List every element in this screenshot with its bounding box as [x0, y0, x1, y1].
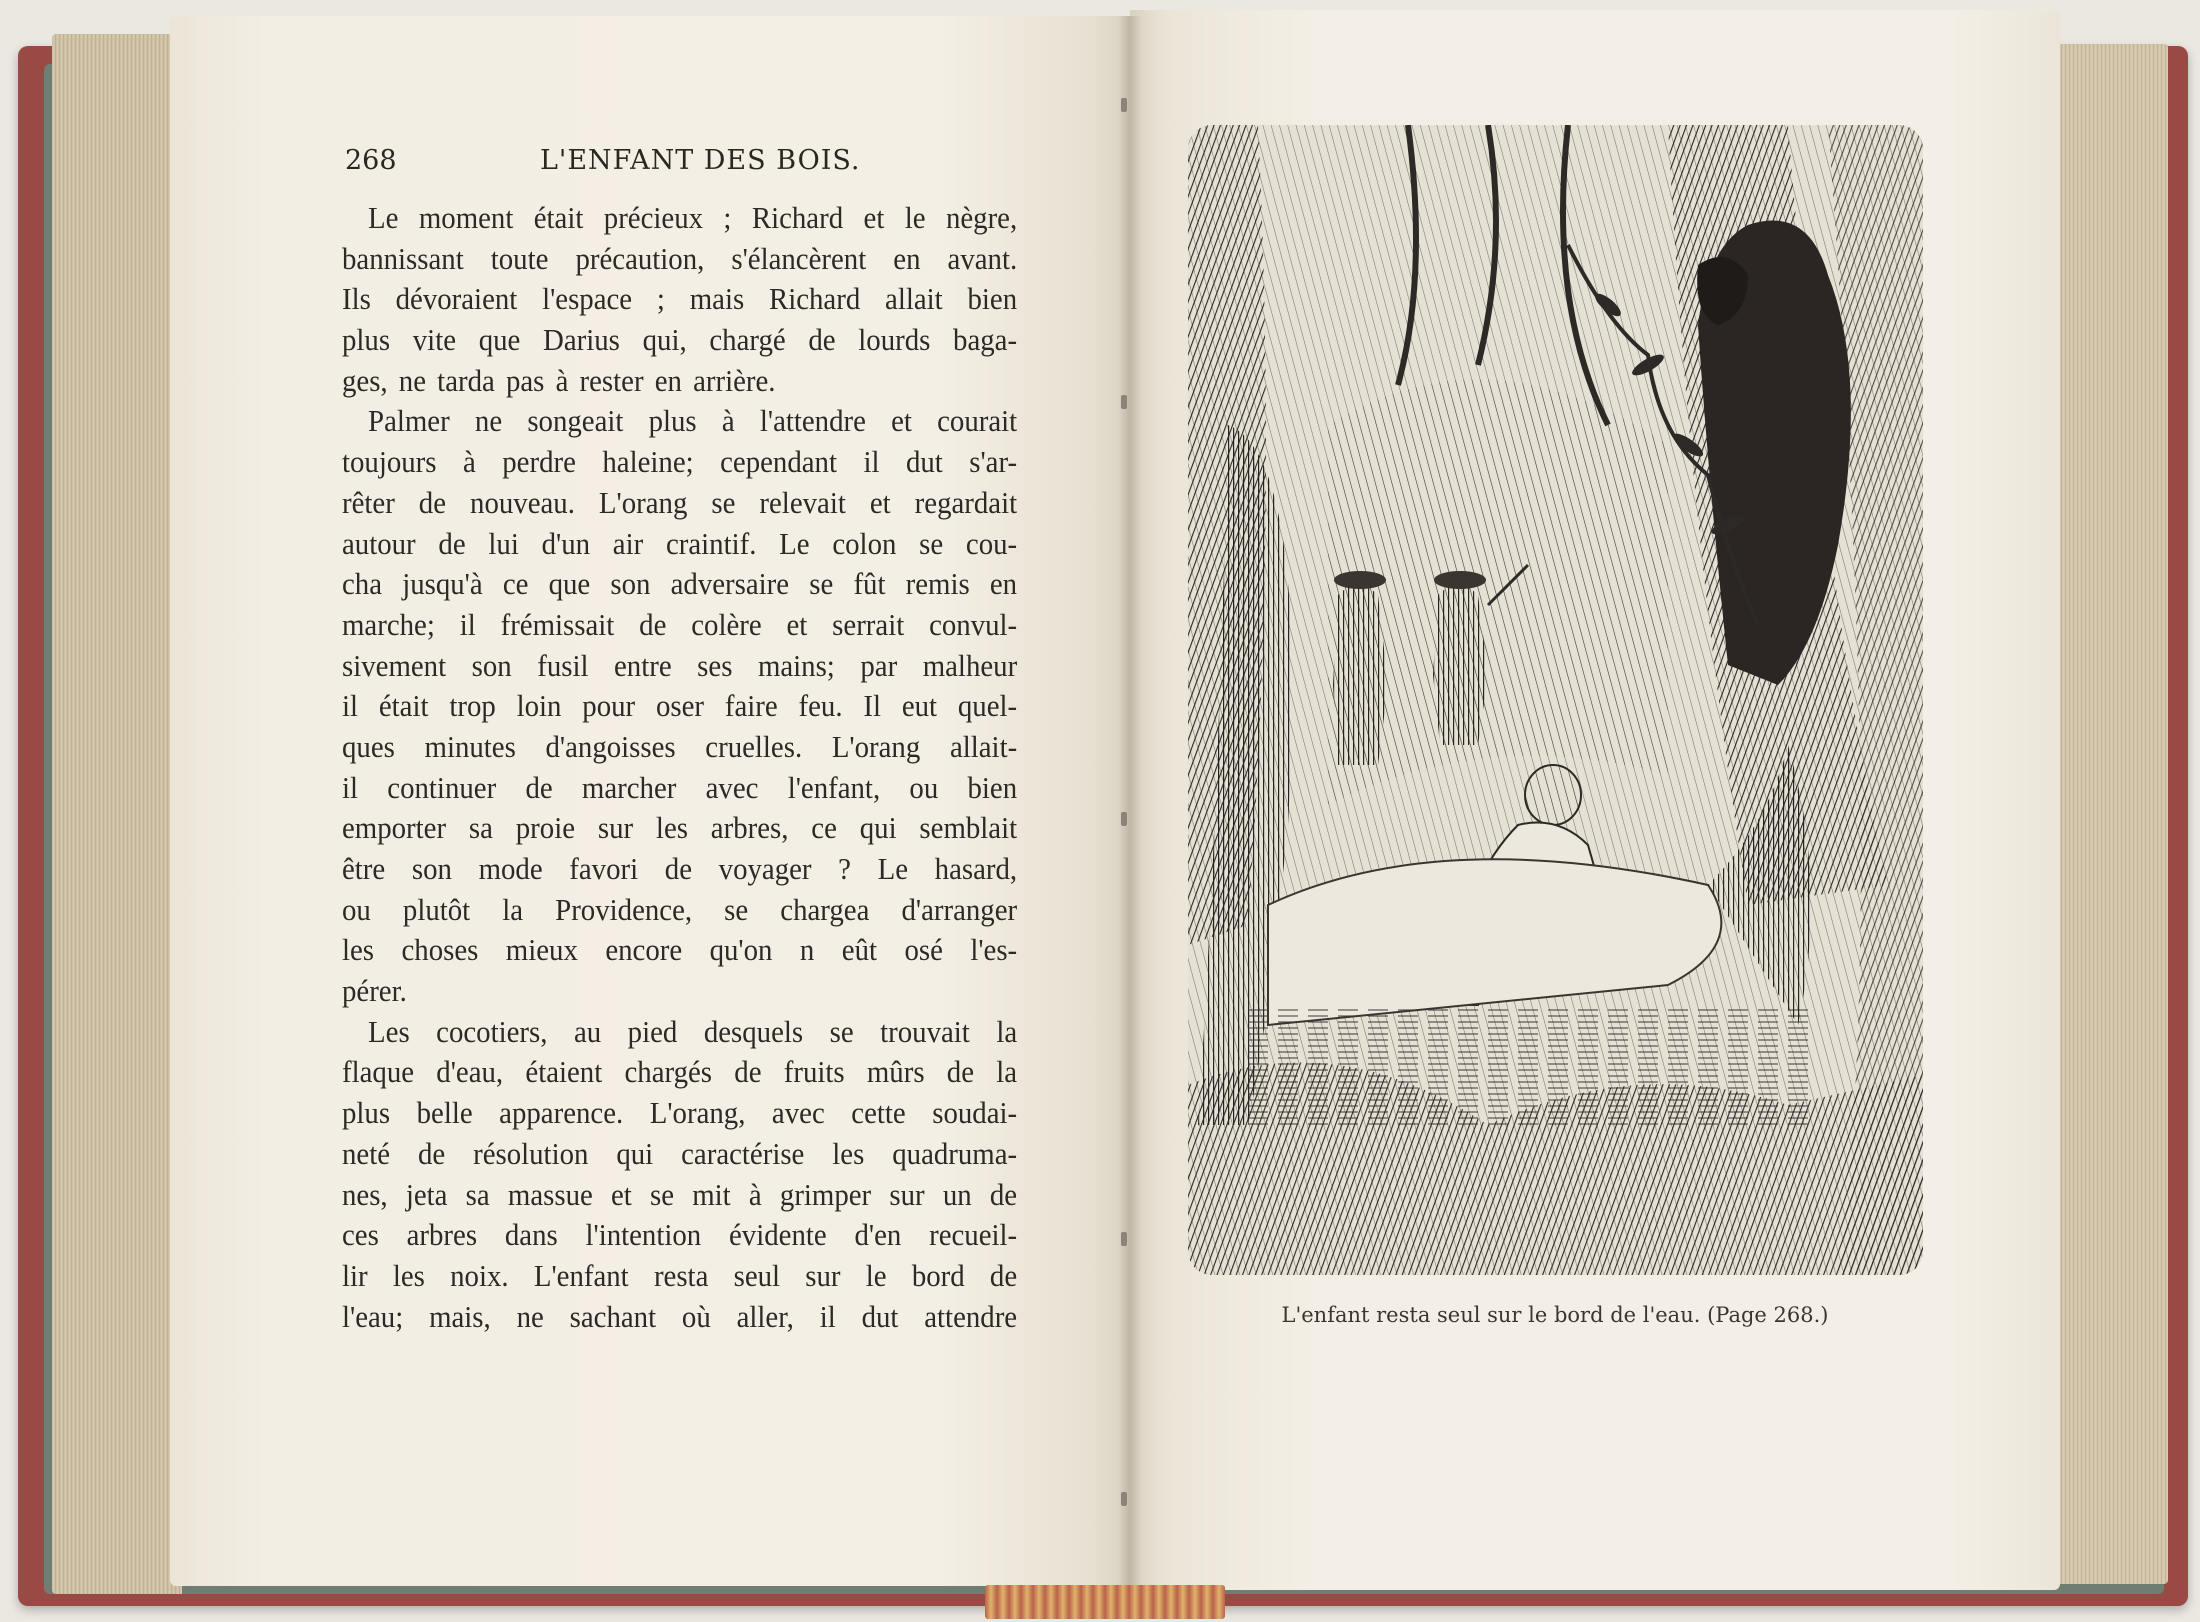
engraving-illustration — [1188, 125, 1923, 1275]
text-line: rêter de nouveau. L'orang se relevait et regardait — [342, 484, 1018, 520]
text-line: il était trop loin pour oser faire feu. Il eut quel- — [342, 688, 1018, 724]
text-line: flaque d'eau, étaient chargés de fruits mûrs de la — [342, 1054, 1018, 1090]
text-line: autour de lui d'un air craintif. Le colon se cou- — [342, 525, 1018, 561]
binding-stitch — [1121, 98, 1127, 112]
text-line: ces arbres dans l'intention évidente d'en recueil- — [342, 1217, 1018, 1253]
text-line: ques minutes d'angoisses cruelles. L'orang allait- — [342, 728, 1018, 764]
text-line: sivement son fusil entre ses mains; par malheur — [342, 647, 1018, 683]
body-text — [342, 198, 1017, 1337]
text-line: plus belle apparence. L'orang, avec cette soudai- — [342, 1095, 1018, 1131]
text-line: plus vite que Darius qui, chargé de lourds baga- — [342, 322, 1018, 358]
text-line: toujours à perdre haleine; cependant il dut s'ar- — [342, 444, 1018, 480]
text-line: neté de résolution qui caractérise les quadruma- — [342, 1135, 1018, 1171]
text-line: ges, ne tarda pas à rester en arrière. — [342, 362, 776, 398]
text-line: marche; il frémissait de colère et serrait convul- — [342, 606, 1018, 642]
text-line: cha jusqu'à ce que son adversaire se fût remis en — [342, 566, 1018, 602]
illustration-caption: L'enfant resta seul sur le bord de l'eau. (Page 268.) — [1281, 1303, 1829, 1327]
binding-stitch — [1121, 1492, 1127, 1506]
running-head — [345, 145, 1015, 185]
text-line: Palmer ne songeait plus à l'attendre et courait — [368, 403, 1018, 439]
binding-stitch — [1121, 1232, 1127, 1246]
text-line: Ils dévoraient l'espace ; mais Richard allait bien — [342, 281, 1018, 317]
right-page-edges — [2050, 44, 2168, 1584]
binding-stitch — [1121, 395, 1127, 409]
text-line: lir les noix. L'enfant resta seul sur le bord de — [342, 1257, 1018, 1293]
text-line: être son mode favori de voyager ? Le hasard, — [342, 851, 1018, 886]
text-line: nes, jeta sa massue et se mit à grimper sur un de — [342, 1176, 1018, 1212]
jungle-engraving-icon — [1188, 125, 1923, 1275]
text-line: Le moment était précieux ; Richard et le nègre, — [368, 200, 1018, 235]
text-line: il continuer de marcher avec l'enfant, ou bien — [342, 769, 1018, 805]
text-line: emporter sa proie sur les arbres, ce qui semblait — [342, 810, 1018, 846]
text-line: les choses mieux encore qu'on n eût osé l'es- — [342, 932, 1018, 968]
text-line: l'eau; mais, ne sachant où aller, il dut attendre — [342, 1298, 1018, 1334]
text-line: Les cocotiers, au pied desquels se trouvait la — [368, 1013, 1018, 1049]
page-number: 268 — [345, 145, 397, 176]
text-line: ou plutôt la Providence, se chargea d'arranger — [342, 891, 1018, 927]
text-line: pérer. — [342, 973, 407, 1009]
binding-stitch — [1121, 812, 1127, 826]
book-gutter — [1118, 16, 1142, 1586]
running-title: L'ENFANT DES BOIS. — [540, 145, 861, 176]
left-page-edges — [52, 34, 182, 1594]
text-line: bannissant toute précaution, s'élancèrent en avant. — [342, 240, 1018, 276]
headband — [985, 1585, 1225, 1619]
